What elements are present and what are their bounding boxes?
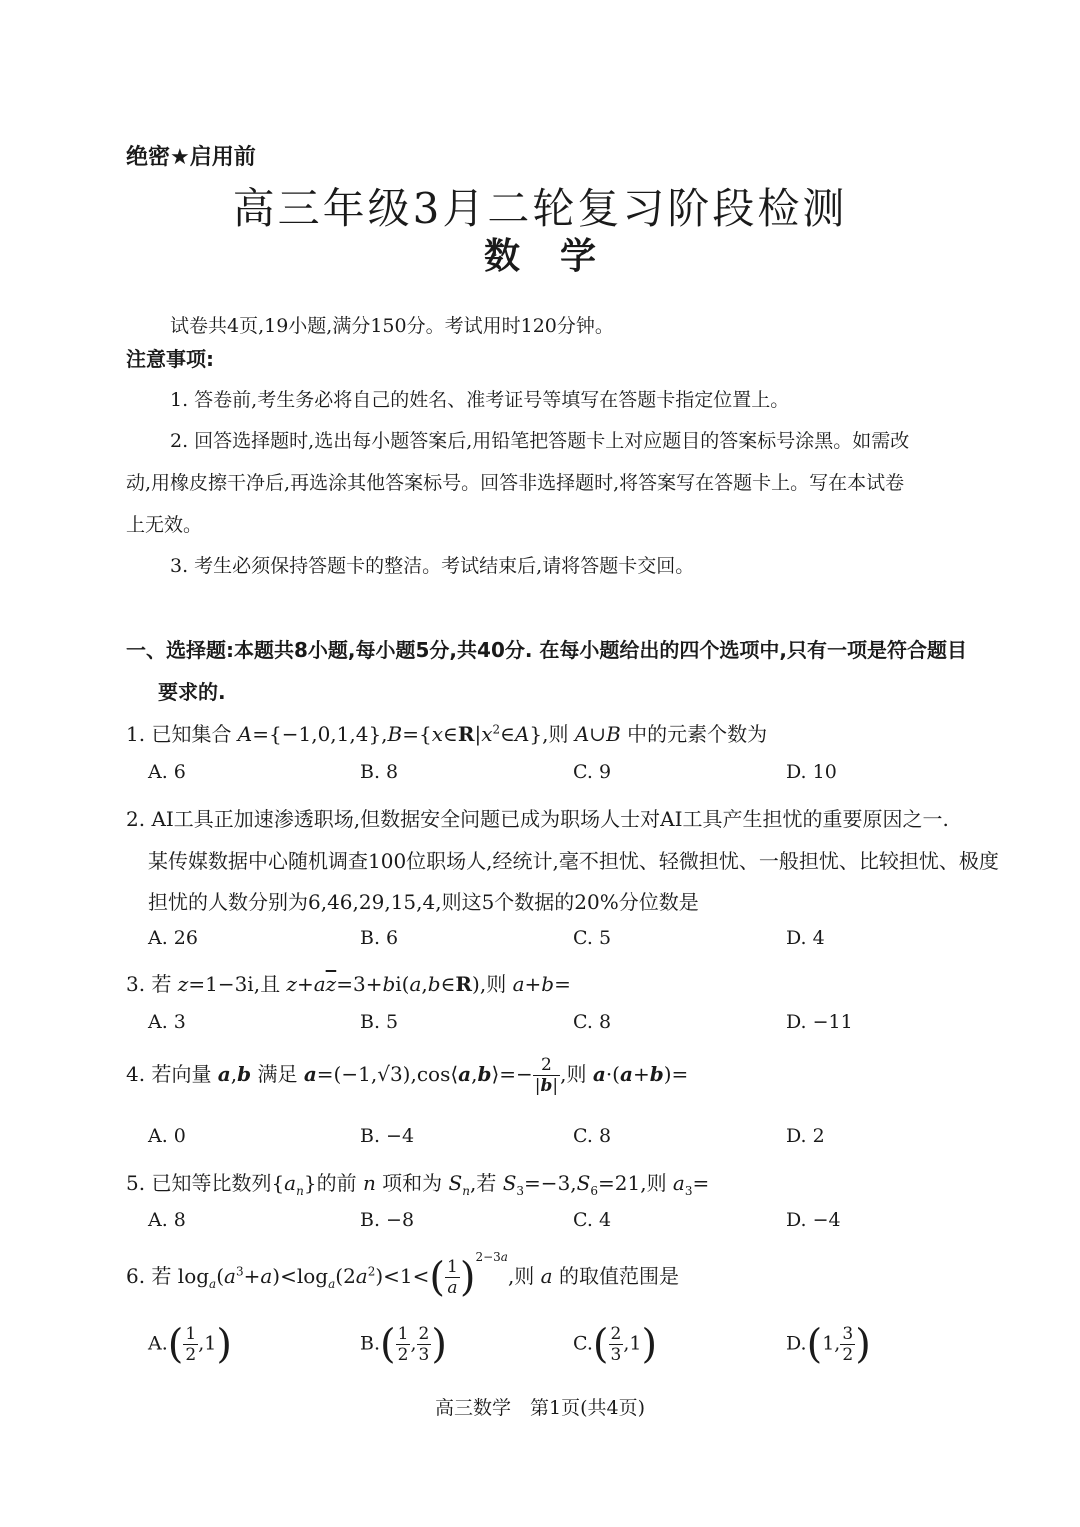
- section-heading: 一、选择题:本题共8小题,每小题5分,共40分. 在每小题给出的四个选项中,只有一项是符合题目: [126, 638, 968, 662]
- notice-heading: 注意事项:: [126, 347, 214, 371]
- q2-option-a: A. 26: [148, 927, 198, 949]
- exam-subject: 数学: [483, 235, 636, 277]
- q6-option-d: D.(1, $\frac{3}{2}$ ): [786, 1321, 871, 1368]
- notice-item-1: 1. 答卷前,考生务必将自己的姓名、准考证号等填写在答题卡指定位置上。: [170, 389, 790, 411]
- question-1: 1. 已知集合 $A=\{-1,0,1,4\},B=\{x\in R|x^2\in A\}$,则 A∪B 中的元素个数为: [126, 722, 768, 746]
- question-2-line-3: 担忧的人数分别为6,46,29,15,4,则这5个数据的20%分位数是: [148, 890, 699, 914]
- exam-intro: 试卷共4页,19小题,满分150分。考试用时120分钟。: [170, 315, 614, 337]
- q6-option-b: B.( $\frac{1}{2}$ , $\frac{2}{3}$ ): [360, 1321, 447, 1368]
- question-2-line-1: 2. AI工具正加速渗透职场,但数据安全问题已成为职场人士对AI工具产生担忧的重要原因之一.: [126, 807, 949, 831]
- confidential-label: 绝密★启用前: [126, 145, 256, 170]
- q5-option-a: A. 8: [148, 1209, 186, 1231]
- q4-option-d: D. 2: [786, 1125, 825, 1147]
- q3-option-a: A. 3: [148, 1011, 186, 1033]
- q6-option-a: A.( $\frac{1}{2}$ ,1): [148, 1321, 232, 1368]
- q5-option-d: D. −4: [786, 1209, 841, 1231]
- q1-option-b: B. 8: [360, 761, 399, 783]
- q2-option-d: D. 4: [786, 927, 825, 949]
- q3-option-b: B. 5: [360, 1011, 399, 1033]
- question-5: 5. 已知等比数列$\{a_n\}$的前 n 项和为 $S_n$,若 $S_3=-3,S_6=21$,则 $a_3=$: [126, 1171, 710, 1198]
- q1-option-a: A. 6: [148, 761, 186, 783]
- notice-item-2-line-3: 上无效。: [126, 514, 203, 536]
- q4-option-a: A. 0: [148, 1125, 186, 1147]
- q5-option-b: B. −8: [360, 1209, 415, 1231]
- q4-option-b: B. −4: [360, 1125, 415, 1147]
- section-heading-cont: 要求的.: [158, 680, 226, 704]
- q5-option-c: C. 4: [573, 1209, 612, 1231]
- q3-option-d: D. −11: [786, 1011, 853, 1033]
- q1-option-c: C. 9: [573, 761, 612, 783]
- notice-item-3: 3. 考生必须保持答题卡的整洁。考试结束后,请将答题卡交回。: [170, 555, 695, 577]
- q6-option-c: C.( $\frac{2}{3}$ ,1): [573, 1321, 658, 1368]
- page-footer: 高三数学 第1页(共4页): [434, 1397, 645, 1419]
- q2-option-c: C. 5: [573, 927, 612, 949]
- q2-option-b: B. 6: [360, 927, 399, 949]
- exam-title: 高三年级3月二轮复习阶段检测: [232, 184, 848, 233]
- q3-option-c: C. 8: [573, 1011, 612, 1033]
- question-3: 3. 若 z=1−3i,且 $z+a\overline{z}=3+bi(a,b\in R)$,则 a+b=: [126, 972, 571, 996]
- notice-item-2-line-2: 动,用橡皮擦干净后,再选涂其他答案标号。回答非选择题时,将答案写在答题卡上。写在本试卷: [126, 472, 905, 494]
- q1-option-d: D. 10: [786, 761, 837, 783]
- question-4: 4. 若向量 a,b 满足 a=(−1,√3),cos⟨a,b⟩=− $\frac{2}{|b|}$ ,则 a·(a+b)=: [126, 1055, 689, 1096]
- question-2-line-2: 某传媒数据中心随机调查100位职场人,经统计,毫不担忧、轻微担忧、一般担忧、比较担忧、极度: [148, 849, 999, 873]
- question-6: 6. 若 $\log_a(a^3+a)<\log_a(2a^2)<1<$( $\frac{1}{a}$ )$^{2-3a}$,则 a 的取值范围是: [126, 1250, 679, 1301]
- notice-item-2-line-1: 2. 回答选择题时,选出每小题答案后,用铅笔把答题卡上对应题目的答案标号涂黑。如需改: [170, 430, 910, 452]
- q4-option-c: C. 8: [573, 1125, 612, 1147]
